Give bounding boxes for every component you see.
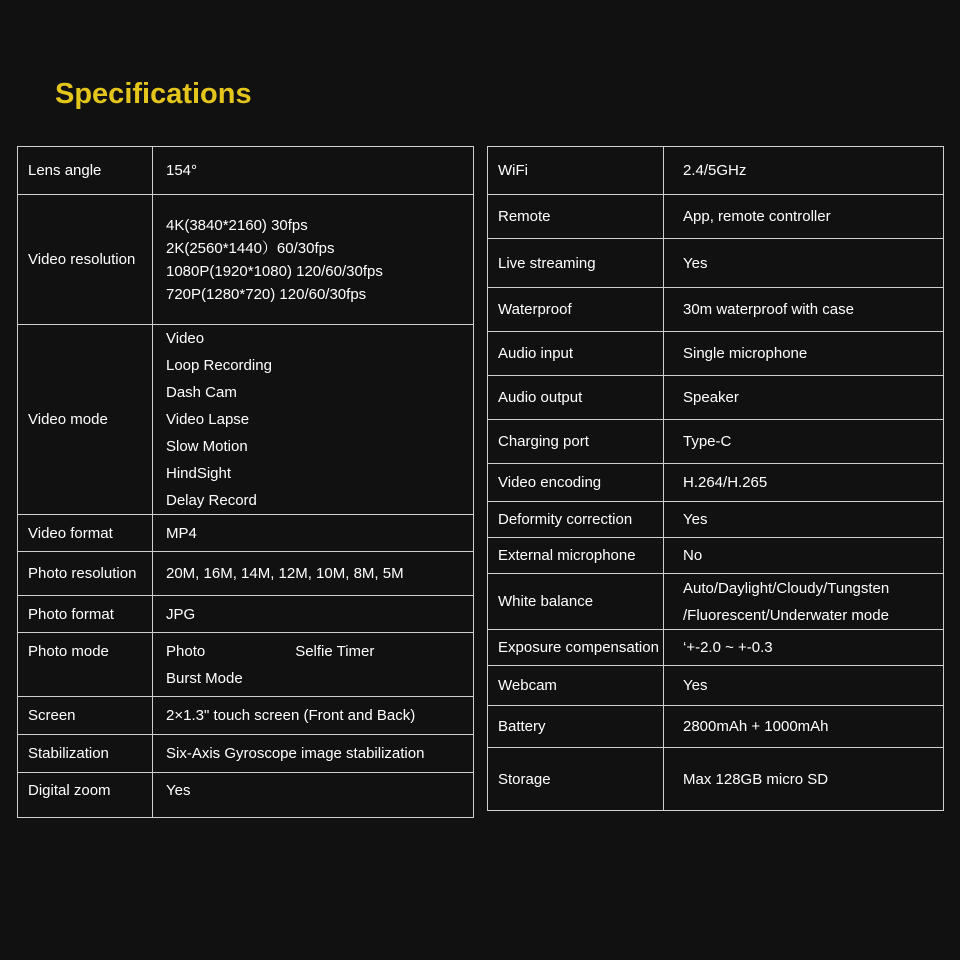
spec-label: Video mode [18, 325, 153, 515]
spec-row-video-encoding [488, 464, 944, 502]
spec-row-remote [488, 195, 944, 239]
spec-row-photo-format [18, 596, 474, 633]
spec-value: 2.4/5GHz [664, 147, 944, 195]
spec-row-video-mode [18, 325, 474, 515]
spec-row-video-format [18, 515, 474, 552]
spec-table-left [17, 146, 474, 818]
spec-row-screen [18, 697, 474, 735]
spec-row-wifi [488, 147, 944, 195]
spec-label: Audio input [488, 332, 664, 376]
spec-value: ‘+-2.0 ~ +-0.3 [664, 630, 944, 666]
spec-label: Lens angle [18, 147, 153, 195]
spec-value: H.264/H.265 [664, 464, 944, 502]
spec-label: Photo resolution [18, 552, 153, 596]
spec-row-deformity-correction [488, 502, 944, 538]
spec-label: Waterproof [488, 288, 664, 332]
spec-value: MP4 [153, 515, 474, 552]
page-title: Specifications [55, 78, 252, 110]
spec-row-charging-port [488, 420, 944, 464]
spec-label: Live streaming [488, 239, 664, 288]
spec-value: Six-Axis Gyroscope image stabilization [153, 735, 474, 773]
spec-row-waterproof [488, 288, 944, 332]
spec-row-stabilization [18, 735, 474, 773]
spec-value: Yes [664, 239, 944, 288]
spec-value: No [664, 538, 944, 574]
spec-value: Yes [153, 773, 474, 818]
spec-label: Video resolution [18, 195, 153, 325]
spec-label: Charging port [488, 420, 664, 464]
spec-label: Webcam [488, 666, 664, 706]
spec-row-photo-resolution [18, 552, 474, 596]
spec-value: 2×1.3" touch screen (Front and Back) [153, 697, 474, 735]
spec-row-white-balance [488, 574, 944, 630]
spec-label: Deformity correction [488, 502, 664, 538]
spec-value: 30m waterproof with case [664, 288, 944, 332]
spec-label: Storage [488, 748, 664, 811]
spec-value: Yes [664, 666, 944, 706]
spec-label: Exposure compensation [488, 630, 664, 666]
spec-label: Video format [18, 515, 153, 552]
spec-label: External microphone [488, 538, 664, 574]
spec-label: Photo format [18, 596, 153, 633]
spec-value: App, remote controller [664, 195, 944, 239]
spec-value: 4K(3840*2160) 30fps 2K(2560*1440）60/30fps 1080P(1920*1080) 120/60/30fps 720P(1280*720) 120/60/30fps [153, 195, 474, 325]
spec-row-photo-mode [18, 633, 474, 697]
spec-value: Type-C [664, 420, 944, 464]
spec-value: Photo Selfie Timer Burst Mode [153, 633, 474, 697]
spec-row-live-streaming [488, 239, 944, 288]
spec-label: Video encoding [488, 464, 664, 502]
spec-label: Digital zoom [18, 773, 153, 818]
spec-value: Yes [664, 502, 944, 538]
spec-value: 154° [153, 147, 474, 195]
spec-value: Speaker [664, 376, 944, 420]
spec-label: WiFi [488, 147, 664, 195]
spec-row-lens-angle [18, 147, 474, 195]
spec-row-webcam [488, 666, 944, 706]
spec-label: Audio output [488, 376, 664, 420]
spec-row-audio-output [488, 376, 944, 420]
spec-value: JPG [153, 596, 474, 633]
spec-label: Battery [488, 706, 664, 748]
spec-row-audio-input [488, 332, 944, 376]
spec-value: Auto/Daylight/Cloudy/Tungsten /Fluorescent/Underwater mode [664, 574, 944, 630]
spec-row-storage [488, 748, 944, 811]
spec-label: Photo mode [18, 633, 153, 697]
spec-label: White balance [488, 574, 664, 630]
spec-label: Screen [18, 697, 153, 735]
spec-value: Max 128GB micro SD [664, 748, 944, 811]
spec-row-external-microphone [488, 538, 944, 574]
spec-value: Single microphone [664, 332, 944, 376]
spec-row-video-resolution [18, 195, 474, 325]
spec-row-exposure-compensation [488, 630, 944, 666]
spec-value: Video Loop Recording Dash Cam Video Lapse Slow Motion HindSight Delay Record [153, 325, 474, 515]
spec-row-battery [488, 706, 944, 748]
spec-label: Stabilization [18, 735, 153, 773]
spec-value: 20M, 16M, 14M, 12M, 10M, 8M, 5M [153, 552, 474, 596]
spec-label: Remote [488, 195, 664, 239]
spec-value: 2800mAh + 1000mAh [664, 706, 944, 748]
spec-row-digital-zoom [18, 773, 474, 818]
spec-table-right [487, 146, 944, 811]
